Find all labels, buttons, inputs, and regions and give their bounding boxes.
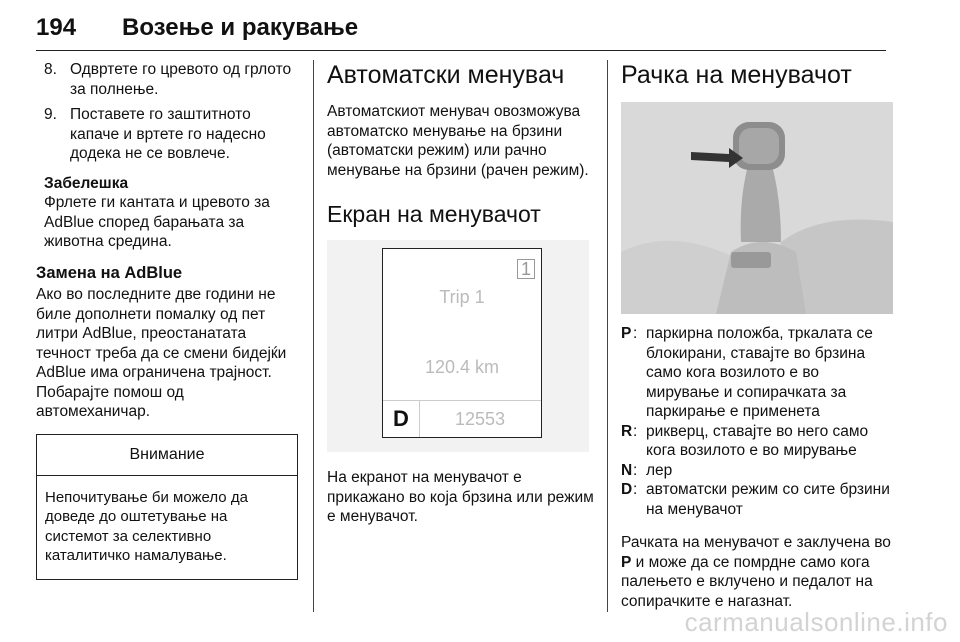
watermark: carmanualsonline.info — [684, 607, 948, 637]
display-frame — [382, 248, 542, 438]
gear-description: автоматски режим со сите брзини на менувачот — [646, 481, 890, 518]
separator: : — [633, 422, 638, 440]
step-number: 9. — [44, 106, 57, 123]
page-title: Возење и ракување — [122, 14, 359, 41]
definition-row — [621, 480, 893, 519]
note-text: Фрлете ги кантата и цревото за AdBlue според барањата за животна средина. — [44, 194, 270, 250]
separator: : — [633, 325, 638, 342]
step-text: Одвртете го цревото од грлото за полнење. — [70, 61, 292, 98]
trip-label: Trip 1 — [439, 287, 485, 307]
gear-description: лер — [646, 461, 673, 479]
gear-definitions — [621, 324, 893, 519]
column-divider — [607, 60, 608, 612]
gear-key: D — [621, 481, 633, 498]
definition-row — [621, 422, 893, 461]
selector-lever-drawing — [621, 102, 893, 314]
gear-key: P — [621, 325, 632, 342]
gear-indicator-icon: 1 — [517, 259, 535, 279]
gear-description: рикверц, ставајте во него само кога возилото е во мирување — [646, 422, 869, 459]
column-left — [36, 60, 298, 580]
display-caption: На екранот на менувачот е прикажано во која брзина или режим е менувачот. — [327, 469, 594, 525]
lock-text-start: Рачката на менувачот е заклучена во — [621, 534, 891, 551]
subheading-display: Екран на менувачот — [327, 201, 541, 227]
step-item — [44, 105, 298, 164]
selector-lever-illustration — [621, 102, 893, 314]
separator: : — [633, 461, 638, 479]
column-middle — [327, 60, 597, 527]
gear-key: N — [621, 461, 633, 479]
separator: : — [633, 481, 638, 498]
warning-text: Непочитување би можело да доведе до оштетување на системот за селективно каталитичко намалување. — [45, 488, 248, 564]
display-bottom-row — [383, 400, 541, 437]
odometer-value: 12553 — [454, 409, 506, 429]
gear-letter: D — [383, 401, 420, 437]
trip-distance: 120.4 km — [424, 357, 500, 377]
section-heading: Замена на AdBlue — [36, 263, 183, 282]
page-number: 194 — [36, 14, 77, 41]
lock-gear-key: P — [621, 553, 632, 571]
column-divider — [313, 60, 314, 612]
step-number: 8. — [44, 61, 57, 78]
transmission-display-illustration — [327, 240, 589, 452]
section-heading-selector-lever: Рачка на менувачот — [621, 61, 852, 89]
step-item — [44, 60, 298, 99]
lock-text-end: и може да се помрдне само кога палењето е вклучено и педалот на сопирачките е нагазнат. — [621, 553, 873, 610]
note-label: Забелешка — [44, 174, 129, 192]
lock-paragraph — [621, 533, 893, 611]
page-header — [36, 14, 886, 51]
gear-key: R — [621, 422, 633, 440]
definition-row — [621, 324, 893, 422]
step-text: Поставете го заштитното капаче и вртете го надесно додека не се вовлече. — [70, 106, 266, 162]
warning-box — [36, 434, 298, 580]
column-right — [621, 60, 893, 611]
section-heading-transmission: Автоматски менувач — [327, 61, 565, 89]
definition-row — [621, 461, 893, 481]
section-text: Ако во последните две години не биле дополнети помалку од пет литри AdBlue, преостанатата течност треба да се смени бидејќи AdBlue има ограничена трајност. Побарајте помош од автомеханичар. — [36, 286, 287, 420]
gear-description: паркирна положба, тркалата се блокирани, ставајте во брзина само кога возилото е во мирување и сопирачката за паркирање е применета — [646, 325, 873, 420]
intro-text: Автоматскиот менувач овозможува автоматско менување на брзини (автоматски режим) или рачно менување на брзини (рачен режим). — [327, 103, 589, 179]
warning-title: Внимание — [37, 435, 297, 476]
